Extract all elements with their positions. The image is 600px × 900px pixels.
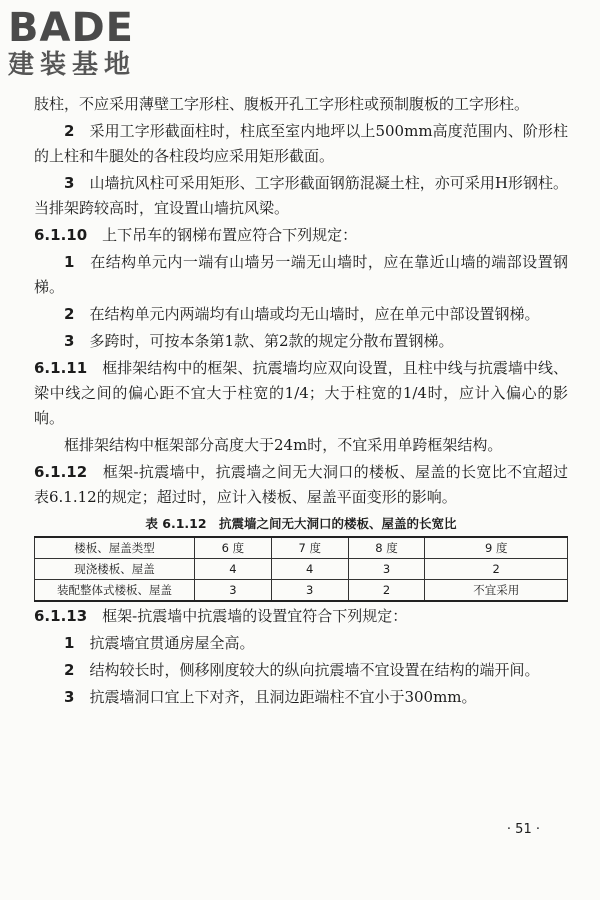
- table-cell: 4: [271, 559, 348, 580]
- clause-number: 6.1.11: [34, 359, 88, 377]
- item-number: 2: [64, 305, 75, 323]
- table-row: [35, 559, 568, 580]
- item-text: 山墙抗风柱可采用矩形、工字形截面钢筋混凝土柱，亦可采用H形钢柱。当排架跨较高时，宜设置山墙抗风梁。: [34, 174, 568, 217]
- item-number: 1: [64, 634, 75, 652]
- item-2: [34, 119, 568, 169]
- clause-6-1-10-item-2: [34, 302, 568, 327]
- clause-number: 6.1.10: [34, 226, 88, 244]
- item-number: 2: [64, 122, 75, 140]
- item-text: 多跨时，可按本条第1款、第2款的规定分散布置钢梯。: [89, 332, 454, 350]
- clause-6-1-10: [34, 223, 568, 248]
- aspect-ratio-table: [34, 536, 568, 602]
- clause-6-1-12: [34, 460, 568, 510]
- brand-logo: [8, 6, 178, 80]
- item-text: 抗震墙宜贯通房屋全高。: [89, 634, 255, 652]
- item-text: 在结构单元内一端有山墙另一端无山墙时，应在靠近山墙的端部设置钢梯。: [34, 253, 568, 296]
- clause-number: 6.1.13: [34, 607, 88, 625]
- clause-6-1-13: [34, 604, 568, 629]
- logo-brand-text: BADE: [8, 5, 134, 51]
- table-cell: 2: [348, 580, 425, 602]
- paragraph-continuation: 肢柱，不应采用薄壁工字形柱、腹板开孔工字形柱或预制腹板的工字形柱。: [34, 95, 530, 113]
- table-cell: 4: [195, 559, 272, 580]
- table-cell: 装配整体式楼板、屋盖: [35, 580, 195, 602]
- clause-6-1-11: [34, 356, 568, 431]
- table-cell: 不宜采用: [425, 580, 568, 602]
- clause-text: 框架-抗震墙中抗震墙的设置宜符合下列规定：: [102, 607, 408, 625]
- item-text: 在结构单元内两端均有山墙或均无山墙时，应在单元中部设置钢梯。: [89, 305, 540, 323]
- clause-text: 框排架结构中的框架、抗震墙均应双向设置，且柱中线与抗震墙中线、梁中线之间的偏心距不宜大于柱宽的1/4；大于柱宽的1/4时，应计入偏心的影响。: [34, 359, 568, 427]
- table-header-cell: 8 度: [348, 537, 425, 559]
- item-text: 结构较长时，侧移刚度较大的纵向抗震墙不宜设置在结构的端开间。: [89, 661, 540, 679]
- clause-text: 框架-抗震墙中，抗震墙之间无大洞口的楼板、屋盖的长宽比不宜超过表6.1.12的规定；超过时，应计入楼板、屋盖平面变形的影响。: [34, 463, 568, 506]
- clause-6-1-13-item-2: [34, 658, 568, 683]
- table-header-cell: 9 度: [425, 537, 568, 559]
- item-number: 3: [64, 174, 75, 192]
- item-number: 3: [64, 688, 75, 706]
- table-row: [35, 580, 568, 602]
- table-header-row: [35, 537, 568, 559]
- item-number: 3: [64, 332, 75, 350]
- table-caption: 表 6.1.12 抗震墙之间无大洞口的楼板、屋盖的长宽比: [145, 516, 457, 531]
- page-number: · 51 ·: [506, 822, 540, 837]
- table-header-cell: 6 度: [195, 537, 272, 559]
- clause-6-1-13-item-1: [34, 631, 568, 656]
- table-cell: 现浇楼板、屋盖: [35, 559, 195, 580]
- table-header-cell: 7 度: [271, 537, 348, 559]
- clause-6-1-11-paragraph: 框排架结构中框架部分高度大于24m时，不宜采用单跨框架结构。: [64, 436, 503, 454]
- table-header-cell: 楼板、屋盖类型: [35, 537, 195, 559]
- item-text: 抗震墙洞口宜上下对齐，且洞边距端柱不宜小于300mm。: [89, 688, 477, 706]
- table-cell: 2: [425, 559, 568, 580]
- table-cell: 3: [271, 580, 348, 602]
- clause-6-1-10-item-1: [34, 250, 568, 300]
- clause-text: 上下吊车的钢梯布置应符合下列规定：: [102, 226, 358, 244]
- clause-6-1-10-item-3: [34, 329, 568, 354]
- table-cell: 3: [195, 580, 272, 602]
- item-number: 1: [64, 253, 75, 271]
- item-number: 2: [64, 661, 75, 679]
- item-3: [34, 171, 568, 221]
- clause-6-1-13-item-3: [34, 685, 568, 710]
- document-body: [34, 92, 568, 710]
- item-text: 采用工字形截面柱时，柱底至室内地坪以上500mm高度范围内、阶形柱的上柱和牛腿处的各柱段均应采用矩形截面。: [34, 122, 568, 165]
- logo-sub-text: 建装基地: [8, 50, 137, 80]
- table-cell: 3: [348, 559, 425, 580]
- clause-number: 6.1.12: [34, 463, 88, 481]
